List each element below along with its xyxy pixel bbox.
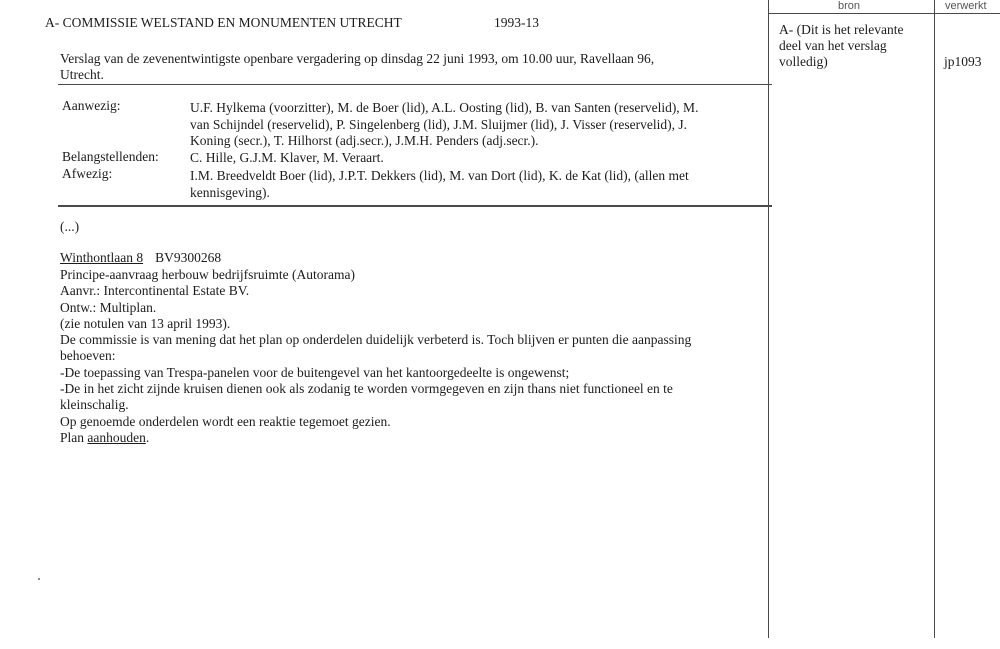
plan-suffix: . (145, 429, 150, 445)
item-line: -De in het zicht zijnde kruisen dienen ook als zodanig te worden vormgegeven en zijn thans niet functioneel en te (60, 381, 673, 397)
plan-decision-link[interactable]: aanhouden (87, 429, 146, 445)
column-divider-main (768, 0, 769, 638)
item-line: behoeven: (60, 348, 116, 364)
absent-list (190, 168, 689, 201)
rule-bottom (58, 205, 772, 207)
report-intro-line: Utrecht. (60, 67, 104, 82)
report-intro-line: Verslag van de zevenentwintigste openbare vergadering op dinsdag 22 juni 1993, om 10.00 uur, Ravellaan 96, (60, 51, 655, 66)
plan-prefix: Plan (60, 429, 85, 445)
absent-line: kennisgeving). (190, 184, 270, 200)
item-line: kleinschalig. (60, 397, 129, 413)
column-header-rule (768, 13, 1000, 14)
stakeholders-list: C. Hille, G.J.M. Klaver, M. Veraart. (190, 150, 384, 165)
item-address: Winthontlaan 8 (60, 250, 144, 265)
column-header-bron: bron (838, 0, 861, 12)
item-line: -De toepassing van Trespa-panelen voor de buitengevel van het kantoorgedeelte is ongewenst; (60, 364, 570, 380)
present-line: van Schijndel (reservelid), P. Singelenberg (lid), J.M. Sluijmer (lid), J. Visser (reservelid), J. (190, 116, 687, 132)
item-line: (zie notulen van 13 april 1993). (60, 315, 231, 331)
column-divider-sidebar (934, 0, 935, 638)
item-line: De commissie is van mening dat het plan op onderdelen duidelijk verbeterd is. Toch blijven er punten die aanpassing (60, 332, 692, 348)
present-line: U.F. Hylkema (voorzitter), M. de Boer (lid), A.L. Oosting (lid), B. van Santen (reservelid), M. (190, 100, 699, 115)
item-line: Principe-aanvraag herbouw bedrijfsruimte (Autorama) (60, 267, 356, 282)
verwerkt-code: jp1093 (944, 54, 982, 69)
plan-decision (60, 430, 691, 446)
column-header-verwerkt: verwerkt (945, 0, 987, 12)
rule-top (58, 84, 772, 85)
document-number: 1993-13 (494, 15, 539, 30)
item-line: Ontw.: Multiplan. (60, 299, 157, 315)
absent-line: I.M. Breedveldt Boer (lid), J.P.T. Dekkers (lid), M. van Dort (lid), K. de Kat (lid), (allen met (190, 168, 689, 183)
scan-speck (38, 578, 40, 580)
document-title: A- COMMISSIE WELSTAND EN MONUMENTEN UTRECHT (45, 15, 402, 30)
present-list (190, 100, 698, 150)
item-line: Aanvr.: Intercontinental Estate BV. (60, 283, 250, 299)
stakeholders-label: Belangstellenden: (62, 149, 159, 164)
bron-note-line: deel van het verslag (779, 38, 887, 53)
present-label: Aanwezig: (62, 98, 121, 113)
bron-note-line: volledig) (779, 54, 828, 69)
ellipsis: (...) (60, 219, 80, 234)
item-heading (60, 250, 221, 266)
report-intro (60, 51, 654, 83)
present-line: Koning (secr.), T. Hilhorst (adj.secr.), J.M.H. Penders (adj.secr.). (190, 133, 539, 148)
item-code: BV9300268 (155, 250, 222, 265)
item-line: Op genoemde onderdelen wordt een reaktie tegemoet gezien. (60, 413, 391, 429)
bron-note-line: A- (Dit is het relevante (779, 22, 904, 37)
item-body (60, 267, 691, 446)
absent-label: Afwezig: (62, 166, 113, 181)
bron-note (779, 22, 903, 70)
